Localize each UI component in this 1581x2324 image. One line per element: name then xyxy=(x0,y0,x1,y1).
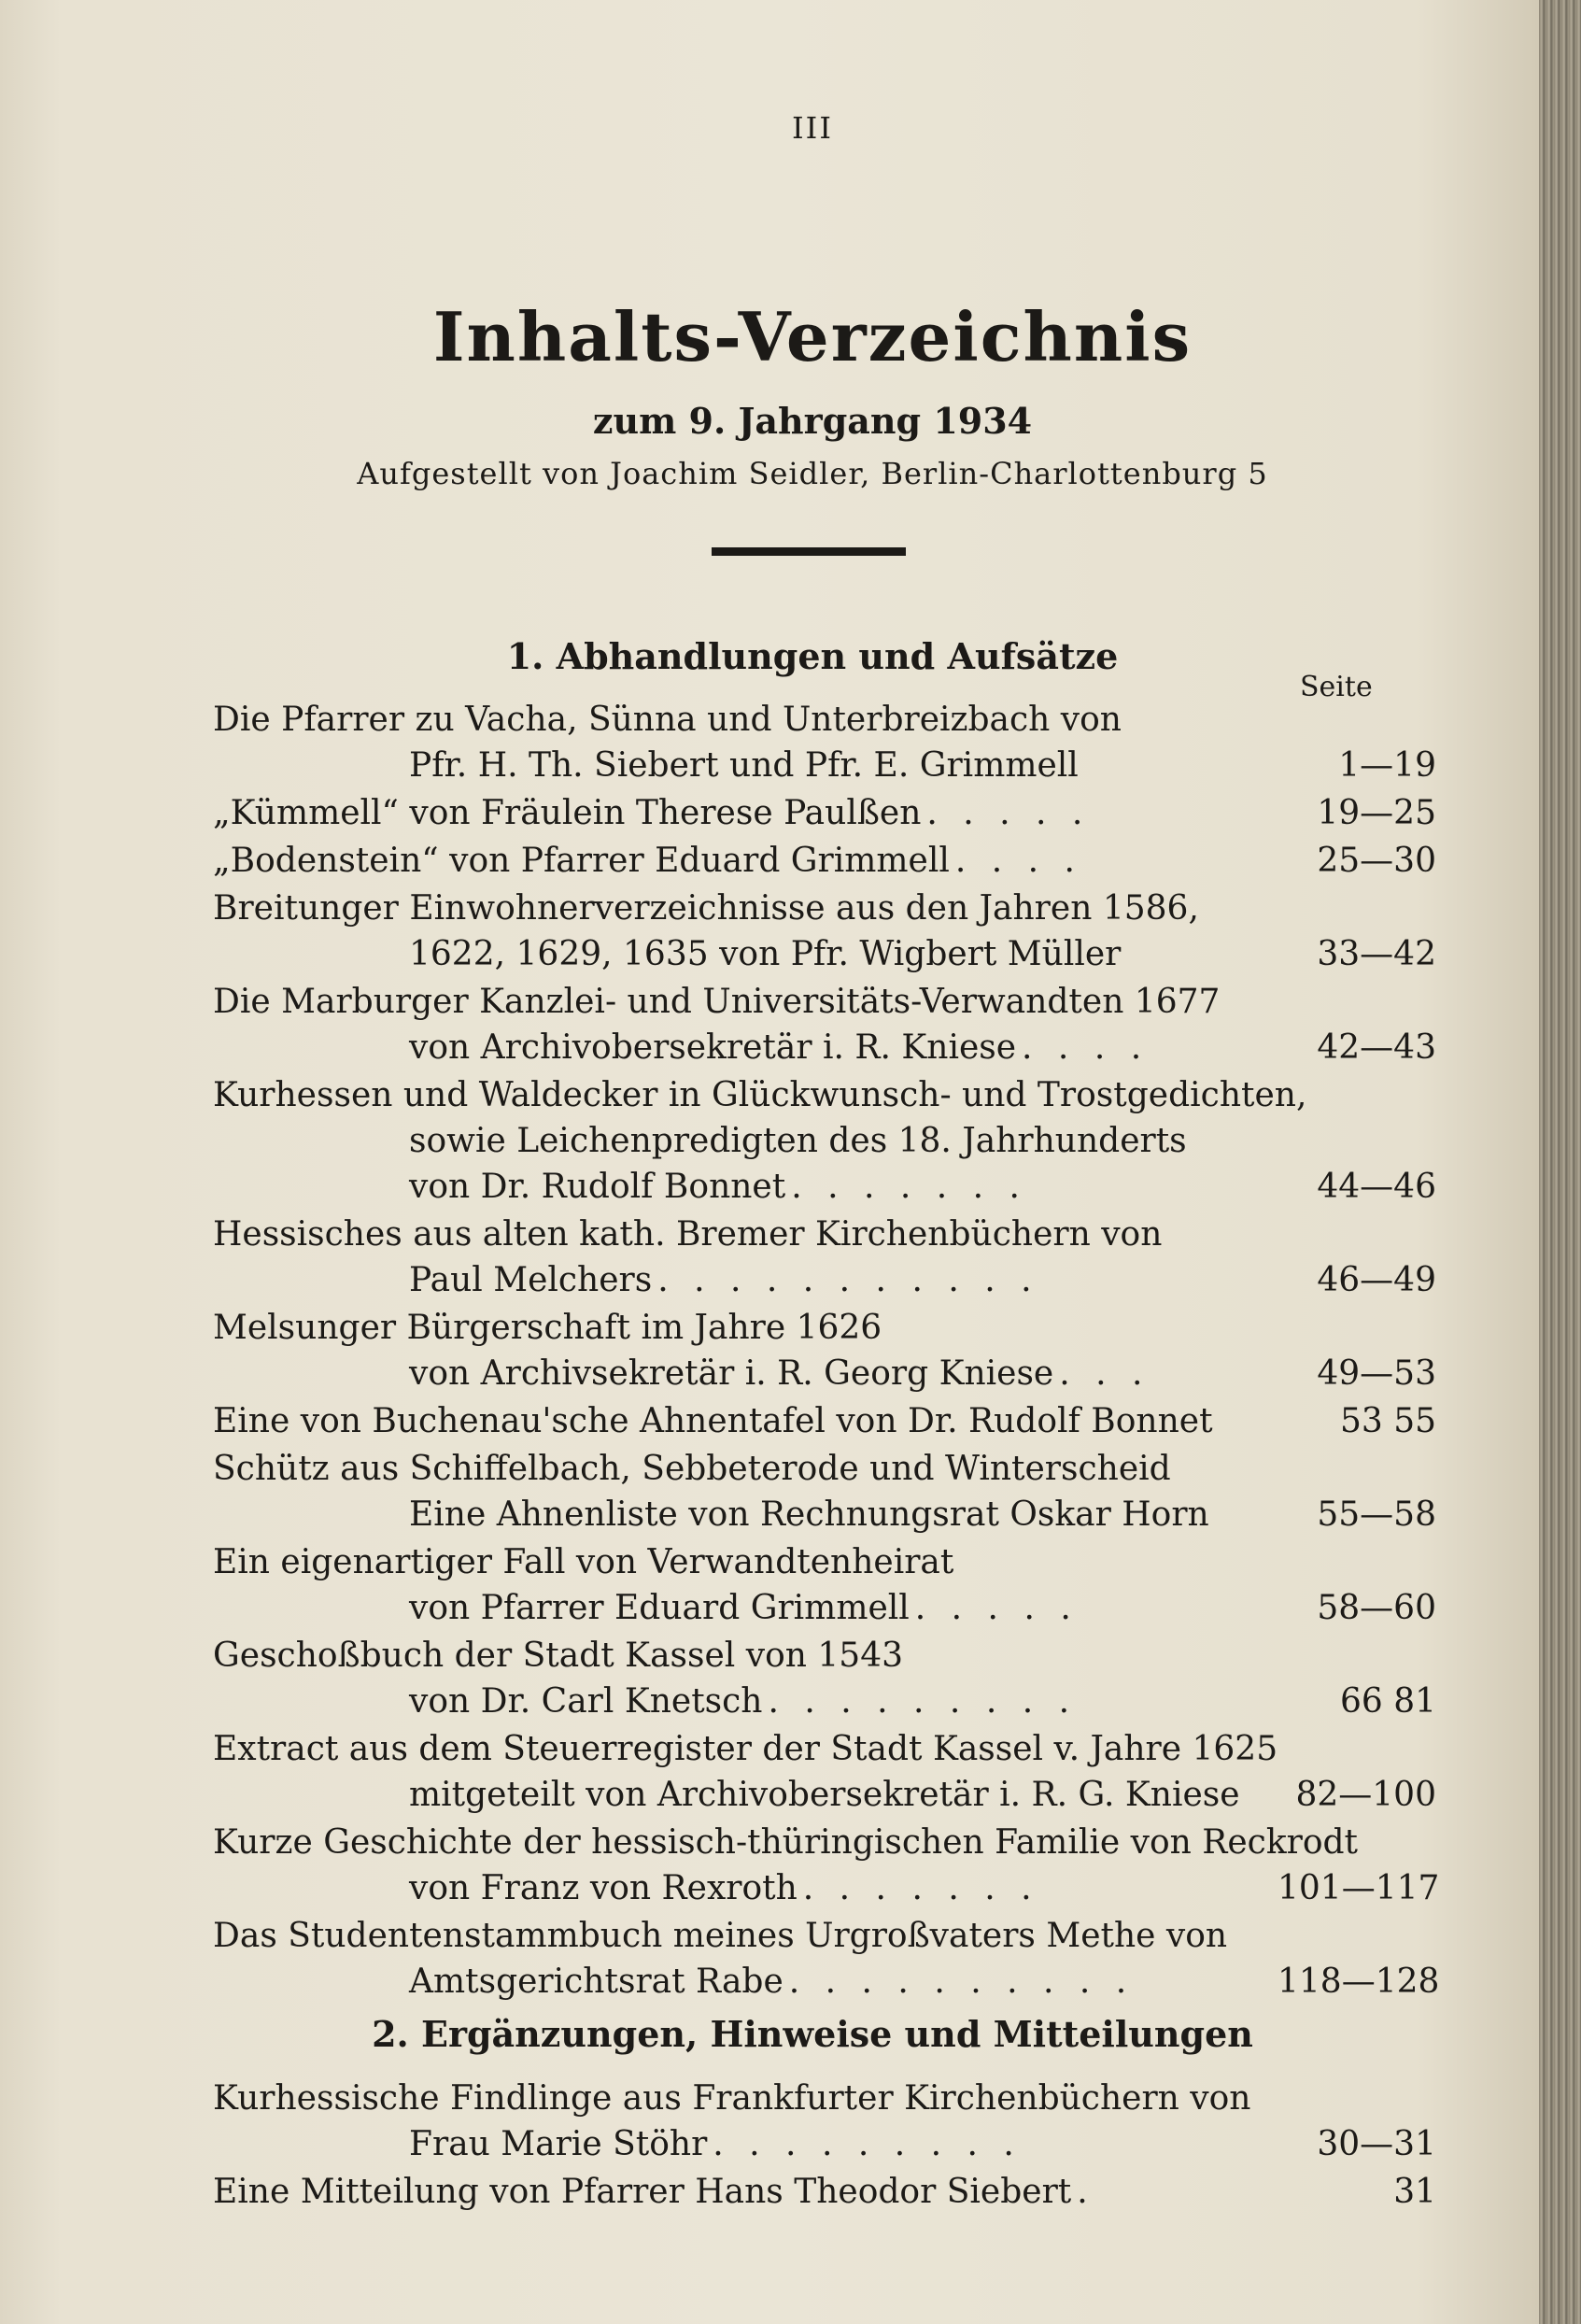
toc-entry-text: Extract aus dem Steuerregister der Stadt Kassel v. Jahre 1625 xyxy=(213,1730,1278,1768)
toc-entry-line xyxy=(213,1257,1436,1303)
toc-entry-line xyxy=(213,886,1436,931)
toc-entry xyxy=(213,886,1436,977)
toc-entry-text: Kurhessische Findlinge aus Frankfurter Kirchenbüchern von xyxy=(213,2079,1251,2118)
toc-entry xyxy=(213,1726,1436,1818)
toc-entry-line xyxy=(213,1446,1436,1492)
toc-entry-text: von Franz von Rexroth xyxy=(409,1869,798,1907)
toc-entry-text: Breitunger Einwohnerverzeichnisse aus den Jahren 1586, xyxy=(213,889,1199,928)
toc-entry xyxy=(213,979,1436,1070)
toc-entry-text: Ein eigenartiger Fall von Verwandtenheirat xyxy=(213,1543,954,1581)
toc-entry-text: „Bodenstein“ von Pfarrer Eduard Grimmell xyxy=(213,842,950,880)
toc-leader-dots: . . . . . . . xyxy=(802,1869,1039,1907)
toc-entry xyxy=(213,1446,1436,1538)
toc-entry-line xyxy=(213,1539,1436,1585)
toc-entry-line xyxy=(213,1959,1440,2005)
toc-entry-line xyxy=(213,790,1436,836)
toc-entry-text: Pfr. H. Th. Siebert und Pfr. E. Grimmell xyxy=(409,746,1079,785)
toc-section-2 xyxy=(213,2076,1436,2217)
toc-entry-text: Das Studentenstammbuch meines Urgroßvaters Methe von xyxy=(213,1917,1228,1955)
page-number: III xyxy=(792,110,833,146)
toc-leader-dots: . . . . . . . . . xyxy=(713,2125,1022,2163)
toc-entry-line xyxy=(213,2121,1436,2167)
toc-page-range: 118—128 xyxy=(1278,1963,1440,2001)
toc-entry-line xyxy=(213,1212,1436,1257)
toc-entry-text: Schütz aus Schiffelbach, Sebbeterode und Winterscheid xyxy=(213,1450,1171,1488)
toc-entry-line xyxy=(213,1865,1440,1911)
toc-entry-text: von Dr. Carl Knetsch xyxy=(409,1682,763,1721)
toc-entry xyxy=(213,1539,1436,1631)
toc-page-range: 33—42 xyxy=(1317,935,1436,973)
toc-entry xyxy=(213,697,1436,788)
toc-entry-text: Die Marburger Kanzlei- und Universitäts-Verwandten 1677 xyxy=(213,983,1221,1021)
toc-entry-line xyxy=(213,2169,1436,2215)
toc-entry-line xyxy=(213,1633,1436,1679)
toc-entry xyxy=(213,1305,1436,1396)
toc-entry-line xyxy=(213,838,1436,884)
section-heading-2: 2. Ergänzungen, Hinweise und Mitteilungen xyxy=(372,2013,1253,2055)
toc-entry xyxy=(213,2169,1436,2215)
toc-section-1 xyxy=(213,697,1440,2006)
toc-entry-text: Die Pfarrer zu Vacha, Sünna und Unterbreizbach von xyxy=(213,701,1122,739)
toc-entry xyxy=(213,838,1436,884)
toc-entry-text: von Pfarrer Eduard Grimmell xyxy=(409,1589,910,1627)
toc-leader-dots: . . . . . . . . . . xyxy=(788,1963,1135,2001)
toc-page-range: 1—19 xyxy=(1338,746,1436,785)
toc-entry-line xyxy=(213,1726,1436,1772)
toc-entry-text: Kurze Geschichte der hessisch-thüringischen Familie von Reckrodt xyxy=(213,1823,1359,1862)
toc-page-range: 46—49 xyxy=(1317,1261,1436,1299)
toc-entry-line xyxy=(213,1679,1436,1724)
section-heading-1: 1. Abhandlungen und Aufsätze xyxy=(506,635,1119,677)
title-rule xyxy=(712,547,906,556)
toc-entry-text: von Archivobersekretär i. R. Kniese xyxy=(409,1028,1017,1067)
toc-leader-dots: . . . . xyxy=(1022,1028,1150,1067)
toc-entry-line xyxy=(213,1492,1436,1538)
toc-entry xyxy=(213,1072,1436,1210)
toc-page-range: 82—100 xyxy=(1295,1776,1436,1814)
toc-entry-text: Eine Mitteilung von Pfarrer Hans Theodor Siebert xyxy=(213,2173,1072,2211)
toc-leader-dots: . . . . . . . . . . . xyxy=(657,1261,1039,1299)
toc-entry-line xyxy=(213,1025,1436,1070)
book-page-edge xyxy=(1539,0,1581,2324)
toc-entry-text: Paul Melchers xyxy=(409,1261,653,1299)
toc-page-range: 31 xyxy=(1393,2173,1436,2211)
toc-leader-dots: . . . . . . . xyxy=(791,1168,1027,1206)
toc-page-range: 25—30 xyxy=(1317,842,1436,880)
toc-entry-text: 1622, 1629, 1635 von Pfr. Wigbert Müller xyxy=(409,935,1122,973)
toc-entry xyxy=(213,1913,1440,2005)
toc-entry-text: Eine von Buchenau'sche Ahnentafel von Dr. Rudolf Bonnet xyxy=(213,1402,1213,1440)
toc-entry xyxy=(213,1398,1436,1444)
toc-entry-text: Eine Ahnenliste von Rechnungsrat Oskar Horn xyxy=(409,1495,1209,1534)
toc-entry-text: Frau Marie Stöhr xyxy=(409,2125,708,2163)
document-subtitle: zum 9. Jahrgang 1934 xyxy=(592,400,1033,442)
toc-leader-dots: . xyxy=(1077,2173,1095,2211)
toc-entry xyxy=(213,1212,1436,1303)
toc-leader-dots: . . . . . xyxy=(914,1589,1079,1627)
toc-entry-line xyxy=(213,1913,1436,1959)
toc-page-range: 66 81 xyxy=(1339,1682,1436,1721)
toc-entry-text: „Kümmell“ von Fräulein Therese Paulßen xyxy=(213,794,922,832)
toc-entry xyxy=(213,1633,1436,1724)
toc-entry xyxy=(213,1820,1440,1911)
toc-entry-line xyxy=(213,979,1436,1025)
toc-leader-dots: . . . . . . . . . xyxy=(768,1682,1078,1721)
toc-page-range: 58—60 xyxy=(1317,1589,1436,1627)
toc-entry-text: Hessisches aus alten kath. Bremer Kirchenbüchern von xyxy=(213,1215,1163,1254)
page-column-header: Seite xyxy=(1300,671,1373,703)
document-title: Inhalts-Verzeichnis xyxy=(432,297,1193,376)
toc-entry-line xyxy=(213,1820,1436,1865)
toc-entry xyxy=(213,790,1436,836)
toc-page-range: 53 55 xyxy=(1339,1402,1436,1440)
toc-entry-text: Melsunger Bürgerschaft im Jahre 1626 xyxy=(213,1309,882,1347)
toc-entry-text: mitgeteilt von Archivobersekretär i. R. G. Kniese xyxy=(409,1776,1240,1814)
toc-entry-text: von Archivsekretär i. R. Georg Kniese xyxy=(409,1354,1054,1393)
toc-entry-line xyxy=(213,931,1436,977)
toc-entry-line xyxy=(213,697,1436,743)
toc-entry xyxy=(213,2076,1436,2167)
toc-entry-line xyxy=(213,1072,1436,1118)
toc-page-range: 44—46 xyxy=(1317,1168,1436,1206)
toc-page-range: 55—58 xyxy=(1317,1495,1436,1534)
toc-entry-line xyxy=(213,1351,1436,1396)
toc-entry-line xyxy=(213,1772,1436,1818)
toc-entry-line xyxy=(213,1398,1436,1444)
toc-entry-text: von Dr. Rudolf Bonnet xyxy=(409,1168,786,1206)
toc-leader-dots: . . . xyxy=(1059,1354,1150,1393)
toc-page-range: 49—53 xyxy=(1317,1354,1436,1393)
toc-entry-line xyxy=(213,1118,1436,1164)
toc-leader-dots: . . . . xyxy=(954,842,1082,880)
toc-page-range: 101—117 xyxy=(1278,1869,1440,1907)
toc-entry-line xyxy=(213,1164,1436,1210)
toc-page-range: 19—25 xyxy=(1317,794,1436,832)
toc-entry-text: Geschoßbuch der Stadt Kassel von 1543 xyxy=(213,1637,904,1675)
toc-page-range: 42—43 xyxy=(1317,1028,1436,1067)
compiler-line: Aufgestellt von Joachim Seidler, Berlin-Charlottenburg 5 xyxy=(357,456,1268,491)
toc-page-range: 30—31 xyxy=(1317,2125,1436,2163)
toc-entry-line xyxy=(213,743,1436,788)
toc-leader-dots: . . . . . xyxy=(926,794,1091,832)
toc-entry-text: Amtsgerichtsrat Rabe xyxy=(409,1963,783,2001)
toc-entry-text: sowie Leichenpredigten des 18. Jahrhunderts xyxy=(409,1122,1187,1160)
toc-entry-line xyxy=(213,1585,1436,1631)
toc-entry-text: Kurhessen und Waldecker in Glückwunsch- und Trostgedichten, xyxy=(213,1076,1307,1114)
toc-entry-line xyxy=(213,1305,1436,1351)
toc-entry-line xyxy=(213,2076,1436,2121)
